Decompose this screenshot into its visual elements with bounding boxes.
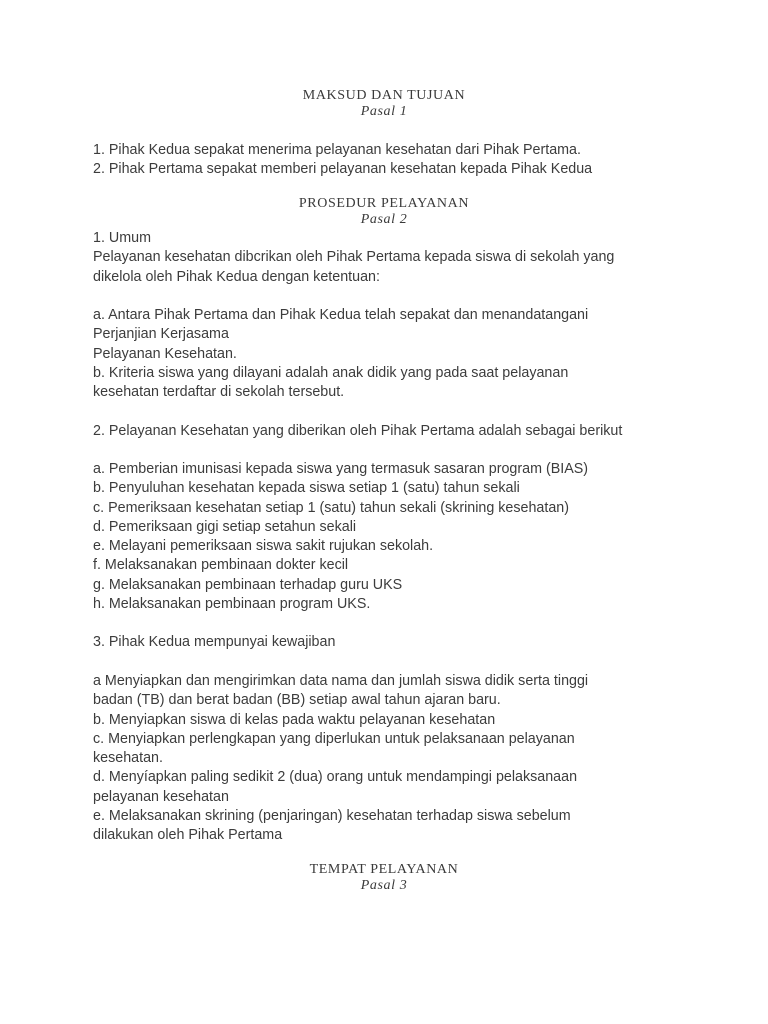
list-item: d. Pemeriksaan gigi setiap setahun sekali <box>93 518 357 535</box>
paragraph-line: dikelola oleh Pihak Kedua dengan ketentuan: <box>93 268 380 285</box>
pasal-2-point-3-list <box>93 672 683 846</box>
list-item: a. Pemberian imunisasi kepada siswa yang termasuk sasaran program (BIAS) <box>93 461 589 477</box>
list-item: a Menyiapkan dan mengirimkan data nama dan jumlah siswa didik serta tinggi <box>93 673 589 689</box>
list-item: d. Menyíapkan paling sedikit 2 (dua) orang untuk mendampingi pelaksanaan <box>93 769 578 786</box>
paragraph-line: kesehatan terdaftar di sekolah tersebut. <box>93 384 345 401</box>
pasal-1-items <box>93 141 683 180</box>
list-item: c. Menyiapkan perlengkapan yang diperlukan untuk pelaksanaan pelayanan <box>93 730 575 747</box>
list-item: 2. Pihak Pertama sepakat memberi pelayanan kesehatan kepada Pihak Kedua <box>93 161 593 178</box>
section-title: MAKSUD DAN TUJUAN <box>302 88 466 103</box>
list-item: b. Penyuluhan kesehatan kepada siswa setiap 1 (satu) tahun sekali <box>93 480 520 497</box>
paragraph-line: Perjanjian Kerjasama <box>93 326 229 343</box>
pasal-2-ketentuan <box>93 306 683 402</box>
list-item: pelayanan kesehatan <box>93 788 229 805</box>
list-item: c. Pemeriksaan kesehatan setiap 1 (satu) tahun sekali (skrining kesehatan) <box>93 499 570 516</box>
list-item: f. Melaksanakan pembinaan dokter kecil <box>93 557 349 574</box>
pasal-2-point-3-title <box>93 633 683 652</box>
section-heading-pasal-3 <box>0 862 768 894</box>
section-heading-pasal-2 <box>0 196 768 228</box>
section-title: TEMPAT PELAYANAN <box>309 862 459 877</box>
pasal-2-umum <box>93 229 683 287</box>
list-item: h. Melaksanakan pembinaan program UKS. <box>93 596 371 613</box>
section-article-number: Pasal 3 <box>360 878 408 893</box>
list-item: 1. Pihak Kedua sepakat menerima pelayanan kesehatan dari Pihak Pertama. <box>93 142 581 158</box>
paragraph-line: Pelayanan kesehatan dibcrikan oleh Pihak Pertama kepada siswa di sekolah yang <box>93 249 615 266</box>
section-heading-pasal-1 <box>0 88 768 120</box>
list-item: dilakukan oleh Pihak Pertama <box>93 827 283 844</box>
pasal-2-point-2-list <box>93 460 683 614</box>
pasal-2-point-2-title <box>93 422 683 441</box>
paragraph-line: a. Antara Pihak Pertama dan Pihak Kedua telah sepakat dan menandatangani <box>93 307 589 323</box>
list-item: kesehatan. <box>93 750 163 767</box>
list-item: e. Melayani pemeriksaan siswa sakit rujukan sekolah. <box>93 538 434 555</box>
section-article-number: Pasal 1 <box>360 104 408 119</box>
list-item: b. Menyiapkan siswa di kelas pada waktu pelayanan kesehatan <box>93 711 496 728</box>
paragraph-line: 1. Umum <box>93 230 151 246</box>
paragraph-line: b. Kriteria siswa yang dilayani adalah anak didik yang pada saat pelayanan <box>93 364 569 381</box>
paragraph-line: 3. Pihak Kedua mempunyai kewajiban <box>93 634 336 650</box>
section-title: PROSEDUR PELAYANAN <box>298 196 470 211</box>
list-item: badan (TB) dan berat badan (BB) setiap awal tahun ajaran baru. <box>93 692 501 709</box>
paragraph-line: 2. Pelayanan Kesehatan yang diberikan oleh Pihak Pertama adalah sebagai berikut <box>93 423 623 439</box>
list-item: g. Melaksanakan pembinaan terhadap guru UKS <box>93 576 403 593</box>
paragraph-line: Pelayanan Kesehatan. <box>93 345 237 362</box>
section-article-number: Pasal 2 <box>360 212 408 227</box>
list-item: e. Melaksanakan skrining (penjaringan) kesehatan terhadap siswa sebelum <box>93 808 571 825</box>
